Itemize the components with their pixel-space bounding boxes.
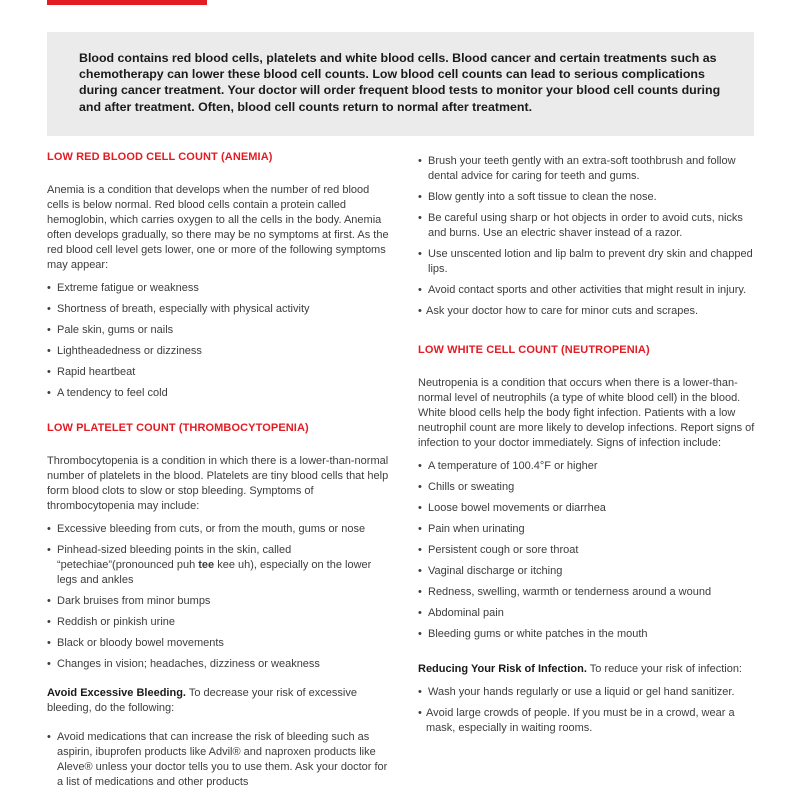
anemia-body: Anemia is a condition that develops when the number of red blood cells is below normal. Red blood cells contain a protein called hemoglobin, which carries oxygen to all the cells in the body. Anemia often develops gradually, so there may be no symptoms at first. As the red blood cell level gets lower, one or more of the following symptoms may appear: [47,184,389,271]
list-item: • Avoid contact sports and other activities that might result in injury. [418,283,763,298]
list-item: • Loose bowel movements or diarrhea [418,501,763,516]
list-item: • Vaginal discharge or itching [418,564,763,579]
list-item [47,543,392,588]
left-column [47,150,392,796]
bleeding-lead: Avoid Excessive Bleeding. [47,687,186,699]
list-item: • Chills or sweating [418,480,763,495]
list-item: • Persistent cough or sore throat [418,543,763,558]
list-item: • Extreme fatigue or weakness [47,281,392,296]
petechiae-text-a: Pinhead-sized bleeding points in the skin, called “petechiae”(pronounced puh [57,544,292,571]
list-item: • Excessive bleeding from cuts, or from the mouth, gums or nose [47,522,392,537]
infection-signs-list [418,459,763,642]
list-item: • Avoid large crowds of people. If you must be in a crowd, wear a mask, especially in waiting rooms. [418,706,763,736]
neutropenia-body: Neutropenia is a condition that occurs when there is a lower-than-normal level of neutrophils (a type of white blood cell) in the blood. White blood cells help the body fight infection. Patients with a low neutrophil count are more likely to develop infections. Report signs of infection to your doctor immediately. Signs of infection include: [418,377,755,449]
intro-box [47,32,754,136]
list-item: • Blow gently into a soft tissue to clean the nose. [418,190,763,205]
list-item: • Ask your doctor how to care for minor cuts and scrapes. [418,304,763,319]
anemia-symptom-list [47,281,392,401]
list-item: • Shortness of breath, especially with physical activity [47,302,392,317]
list-item: • Pain when urinating [418,522,763,537]
list-item: • Abdominal pain [418,606,763,621]
list-item: • Black or bloody bowel movements [47,636,392,651]
petechiae-text-c: kee uh), especially on the lower legs and ankles [57,559,372,586]
list-item: • Pale skin, gums or nails [47,323,392,338]
bleeding-text: To decrease your risk of excessive bleeding, do the following: [47,687,357,714]
list-item: • Brush your teeth gently with an extra-soft toothbrush and follow dental advice for caring for teeth and gums. [418,154,763,184]
platelet-body: Thrombocytopenia is a condition in which there is a lower-than-normal number of platelets in the blood. Platelets are tiny blood cells that help form blood clots to slow or stop bleeding. Symptoms of thrombocytopenia may include: [47,455,389,512]
list-item: • Avoid medications that can increase the risk of bleeding such as aspirin, ibuprofen products like Advil® and naproxen products like Aleve® unless your doctor tells you to use them. Ask your doctor for a list of medications and other products [47,730,392,790]
list-item: • Wash your hands regularly or use a liquid or gel hand sanitizer. [418,685,763,700]
infection-intro [418,662,763,677]
list-item: • Lightheadedness or dizziness [47,344,392,359]
list-item: • Bleeding gums or white patches in the mouth [418,627,763,642]
list-item: • Rapid heartbeat [47,365,392,380]
neutropenia-heading: LOW WHITE CELL COUNT (NEUTROPENIA) [418,344,650,356]
list-item: • Dark bruises from minor bumps [47,594,392,609]
anemia-heading: LOW RED BLOOD CELL COUNT (ANEMIA) [47,151,273,163]
list-item: • Redness, swelling, warmth or tenderness around a wound [418,585,763,600]
list-item: • A temperature of 100.4°F or higher [418,459,763,474]
petechiae-emphasis: tee [198,559,215,571]
list-item: • Reddish or pinkish urine [47,615,392,630]
list-item: • Be careful using sharp or hot objects in order to avoid cuts, nicks and burns. Use an electric shaver instead of a razor. [418,211,763,241]
platelet-heading: LOW PLATELET COUNT (THROMBOCYTOPENIA) [47,422,309,434]
infection-lead: Reducing Your Risk of Infection. [418,663,587,675]
list-item: • Changes in vision; headaches, dizziness or weakness [47,657,392,672]
platelet-symptom-list [47,522,392,672]
bleeding-list [47,730,392,790]
list-item: • Use unscented lotion and lip balm to prevent dry skin and chapped lips. [418,247,763,277]
infection-text: To reduce your risk of infection: [586,663,742,675]
intro-text: Blood contains red blood cells, platelets and white blood cells. Blood cancer and certain treatments such as chemotherapy can lower these blood cell counts. Low blood cell counts can lead to serious complications during cancer treatment. Your doctor will order frequent blood tests to monitor your blood cell counts during and after treatment. Often, blood cell counts return to normal after treatment. [79,51,721,114]
bleeding-intro [47,686,392,716]
list-item: • A tendency to feel cold [47,386,392,401]
infection-tips-list [418,685,763,736]
right-column [418,154,763,742]
bleeding-tips-list [418,154,763,319]
header-accent-bar [47,0,207,5]
